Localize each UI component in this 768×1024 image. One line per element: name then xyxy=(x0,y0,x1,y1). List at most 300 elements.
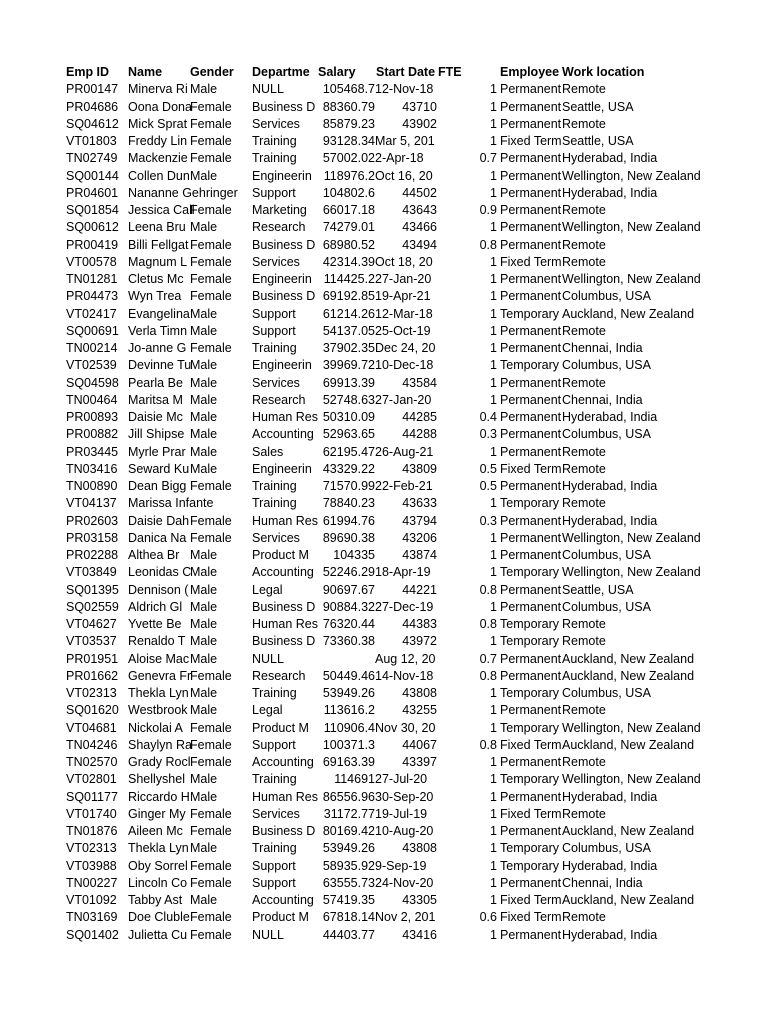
cell-fte[interactable]: 0.7 xyxy=(479,151,497,166)
cell-gender[interactable]: Female xyxy=(190,341,232,355)
cell-emp-id[interactable]: VT02801 xyxy=(66,772,117,787)
cell-start-date[interactable]: 10-Dec-18 xyxy=(375,358,434,373)
cell-fte[interactable]: 0.8 xyxy=(479,668,497,683)
cell-start-date[interactable]: 43206 xyxy=(402,530,437,545)
cell-start-date[interactable]: 43633 xyxy=(402,496,437,511)
cell-salary[interactable]: 78840.23 xyxy=(322,496,375,511)
cell-employee-type[interactable]: Permanent xyxy=(500,530,562,545)
cell-work-location[interactable]: Remote xyxy=(562,806,606,821)
cell-emp-id[interactable]: TN01281 xyxy=(66,272,118,286)
cell-gender[interactable]: Male xyxy=(190,789,218,804)
cell-fte[interactable]: 1 xyxy=(490,634,497,649)
cell-salary[interactable]: 114691 xyxy=(334,772,375,787)
cell-emp-id[interactable]: TN04246 xyxy=(66,737,118,752)
cell-fte[interactable]: 1 xyxy=(490,720,497,735)
header-start-date[interactable]: Start Date xyxy=(376,65,436,79)
cell-gender[interactable]: Male xyxy=(190,461,218,476)
cell-salary[interactable]: 53949.26 xyxy=(322,841,375,856)
cell-emp-id[interactable]: PR04473 xyxy=(66,289,119,304)
cell-gender[interactable]: Female xyxy=(190,806,232,821)
cell-fte[interactable]: 0.5 xyxy=(479,479,497,493)
cell-name[interactable]: Wyn Trea xyxy=(128,289,182,304)
cell-employee-type[interactable]: Fixed Term xyxy=(500,910,562,925)
cell-salary[interactable]: 114425.2 xyxy=(323,272,375,286)
cell-salary[interactable]: 93128.34 xyxy=(322,134,375,148)
cell-fte[interactable]: 1 xyxy=(490,927,497,942)
cell-employee-type[interactable]: Permanent xyxy=(500,272,562,286)
cell-work-location[interactable]: Hyderabad, India xyxy=(562,410,658,424)
cell-gender[interactable]: Female xyxy=(190,824,232,838)
cell-department[interactable]: Training xyxy=(252,686,297,700)
cell-name[interactable]: Minerva Ri xyxy=(128,82,188,97)
cell-fte[interactable]: 1 xyxy=(490,341,497,355)
cell-salary[interactable]: 105468.7 xyxy=(322,82,375,97)
cell-work-location[interactable]: Chennai, India xyxy=(562,341,643,355)
cell-fte[interactable]: 1 xyxy=(490,789,497,804)
cell-start-date[interactable]: 27-Jan-20 xyxy=(375,392,432,407)
cell-start-date[interactable]: Nov 30, 20 xyxy=(375,720,436,735)
cell-start-date[interactable]: 30-Sep-20 xyxy=(375,789,434,804)
cell-gender[interactable]: Male xyxy=(190,893,218,907)
cell-department[interactable]: NULL xyxy=(252,651,284,666)
cell-salary[interactable]: 67818.14 xyxy=(322,910,375,925)
cell-start-date[interactable]: 43397 xyxy=(402,755,437,769)
cell-department[interactable]: Support xyxy=(252,185,296,200)
cell-salary[interactable]: 53949.26 xyxy=(322,686,375,700)
cell-fte[interactable]: 1 xyxy=(490,168,497,183)
cell-employee-type[interactable]: Permanent xyxy=(500,203,562,217)
cell-work-location[interactable]: Auckland, New Zealand xyxy=(562,824,695,838)
cell-work-location[interactable]: Remote xyxy=(562,82,606,97)
cell-salary[interactable]: 85879.23 xyxy=(322,116,375,131)
cell-emp-id[interactable]: PR00893 xyxy=(66,410,119,424)
cell-employee-type[interactable]: Temporary xyxy=(500,496,560,511)
cell-employee-type[interactable]: Temporary xyxy=(500,772,560,787)
cell-employee-type[interactable]: Fixed Term xyxy=(500,737,562,752)
cell-fte[interactable]: 1 xyxy=(490,392,497,407)
cell-start-date[interactable]: 43584 xyxy=(402,375,437,390)
cell-salary[interactable]: 57419.35 xyxy=(322,893,375,907)
cell-department[interactable]: Training xyxy=(252,151,297,166)
cell-start-date[interactable]: 27-Dec-19 xyxy=(375,599,434,614)
cell-fte[interactable]: 1 xyxy=(490,375,497,390)
cell-start-date[interactable]: 44221 xyxy=(402,582,437,597)
cell-name[interactable]: Lincoln Co xyxy=(128,875,188,890)
cell-work-location[interactable]: Remote xyxy=(562,910,606,925)
cell-salary[interactable]: 57002.02 xyxy=(322,151,375,166)
cell-department[interactable]: Support xyxy=(252,858,296,873)
cell-employee-type[interactable]: Permanent xyxy=(500,220,562,235)
cell-salary[interactable]: 50449.46 xyxy=(322,668,375,683)
cell-name[interactable]: Shaylyn Ra xyxy=(128,737,192,752)
cell-emp-id[interactable]: PR04601 xyxy=(66,185,119,200)
cell-employee-type[interactable]: Permanent xyxy=(500,151,562,166)
cell-name[interactable]: Devinne Tu xyxy=(128,358,192,373)
cell-fte[interactable]: 1 xyxy=(490,772,497,787)
cell-gender[interactable]: Male xyxy=(190,634,218,649)
cell-employee-type[interactable]: Fixed Term xyxy=(500,254,562,269)
cell-gender[interactable]: Female xyxy=(190,737,232,752)
cell-salary[interactable]: 90697.67 xyxy=(322,582,375,597)
cell-employee-type[interactable]: Permanent xyxy=(500,479,562,493)
cell-name[interactable]: Jo-anne G xyxy=(128,341,187,355)
cell-name[interactable]: Daisie Mc xyxy=(128,410,183,424)
cell-start-date[interactable]: 43710 xyxy=(402,99,437,114)
cell-start-date[interactable]: 43466 xyxy=(402,220,437,235)
cell-work-location[interactable]: Wellington, New Zealand xyxy=(562,772,701,787)
cell-work-location[interactable]: Seattle, USA xyxy=(562,99,634,114)
cell-gender[interactable]: Female xyxy=(190,858,232,873)
cell-emp-id[interactable]: VT02313 xyxy=(66,841,117,856)
cell-name[interactable]: Nickolai A xyxy=(128,720,183,735)
cell-gender[interactable]: Male xyxy=(190,565,218,580)
cell-start-date[interactable]: 43874 xyxy=(402,548,437,562)
cell-start-date[interactable]: 18-Apr-19 xyxy=(375,565,431,580)
cell-work-location[interactable]: Remote xyxy=(562,461,606,476)
cell-salary[interactable]: 110906.4 xyxy=(323,720,375,735)
header-work-location[interactable]: Work location xyxy=(562,65,645,79)
cell-emp-id[interactable]: PR03158 xyxy=(66,530,119,545)
cell-department[interactable]: Training xyxy=(252,341,297,355)
cell-department[interactable]: Services xyxy=(252,254,300,269)
cell-department[interactable]: Product M xyxy=(252,910,309,925)
cell-emp-id[interactable]: SQ01620 xyxy=(66,703,119,718)
cell-gender[interactable]: Male xyxy=(190,220,218,235)
cell-salary[interactable]: 74279.01 xyxy=(322,220,375,235)
cell-employee-type[interactable]: Permanent xyxy=(500,651,562,666)
cell-name[interactable]: Leonidas C xyxy=(128,565,192,580)
cell-name[interactable]: Thekla Lyn xyxy=(128,841,189,856)
cell-name[interactable]: Collen Dun xyxy=(128,168,190,183)
cell-gender[interactable]: Male xyxy=(190,582,218,597)
header-name[interactable]: Name xyxy=(128,65,163,79)
cell-emp-id[interactable]: SQ01402 xyxy=(66,927,119,942)
cell-fte[interactable]: 1 xyxy=(490,893,497,907)
cell-gender[interactable]: Female xyxy=(190,530,232,545)
cell-gender[interactable]: Male xyxy=(190,444,218,459)
cell-start-date[interactable]: 44288 xyxy=(402,427,437,442)
cell-start-date[interactable]: 43794 xyxy=(402,513,437,528)
cell-work-location[interactable]: Chennai, India xyxy=(562,392,643,407)
cell-department[interactable]: Training xyxy=(252,134,297,148)
cell-fte[interactable]: 1 xyxy=(490,220,497,235)
cell-employee-type[interactable]: Temporary xyxy=(500,306,560,321)
cell-department[interactable]: Accounting xyxy=(252,755,314,769)
cell-work-location[interactable]: Remote xyxy=(562,254,606,269)
cell-employee-type[interactable]: Permanent xyxy=(500,513,562,528)
cell-employee-type[interactable]: Permanent xyxy=(500,237,562,252)
cell-name[interactable]: Renaldo T xyxy=(128,634,186,649)
header-salary[interactable]: Salary xyxy=(318,65,356,79)
cell-emp-id[interactable]: SQ01177 xyxy=(66,789,118,804)
cell-name[interactable]: Pearla Be xyxy=(128,375,183,390)
cell-salary[interactable]: 76320.44 xyxy=(322,617,375,631)
cell-fte[interactable]: 1 xyxy=(490,185,497,200)
cell-emp-id[interactable]: SQ00691 xyxy=(66,323,119,338)
cell-fte[interactable]: 0.3 xyxy=(479,427,497,442)
cell-salary[interactable]: 61994.76 xyxy=(322,513,375,528)
cell-fte[interactable]: 1 xyxy=(490,858,497,873)
cell-department[interactable]: Training xyxy=(252,772,297,787)
cell-employee-type[interactable]: Permanent xyxy=(500,927,562,942)
cell-emp-id[interactable]: SQ02559 xyxy=(66,599,119,614)
cell-salary[interactable]: 90884.32 xyxy=(322,599,375,614)
cell-employee-type[interactable]: Permanent xyxy=(500,375,562,390)
header-employee[interactable]: Employee xyxy=(500,65,560,79)
cell-salary[interactable]: 37902.35 xyxy=(322,341,375,355)
cell-fte[interactable]: 1 xyxy=(490,703,497,718)
cell-employee-type[interactable]: Temporary xyxy=(500,358,560,373)
cell-work-location[interactable]: Columbus, USA xyxy=(562,358,651,373)
cell-emp-id[interactable]: VT01740 xyxy=(66,806,117,821)
cell-salary[interactable]: 42314.39 xyxy=(322,254,375,269)
cell-start-date[interactable]: 43808 xyxy=(402,686,437,700)
cell-work-location[interactable]: Wellington, New Zealand xyxy=(562,530,701,545)
cell-work-location[interactable]: Auckland, New Zealand xyxy=(562,893,695,907)
cell-gender[interactable]: Male xyxy=(190,599,218,614)
cell-name[interactable]: Yvette Be xyxy=(128,617,182,631)
cell-department[interactable]: Engineerin xyxy=(252,358,312,373)
cell-employee-type[interactable]: Permanent xyxy=(500,323,562,338)
cell-start-date[interactable]: 44285 xyxy=(402,410,437,424)
cell-name[interactable]: Doe Cluble xyxy=(128,910,190,925)
cell-department[interactable]: Services xyxy=(252,116,300,131)
cell-employee-type[interactable]: Permanent xyxy=(500,99,562,114)
cell-gender[interactable]: Female xyxy=(190,289,232,304)
cell-gender[interactable]: Male xyxy=(190,82,218,97)
cell-start-date[interactable]: 27-Jul-20 xyxy=(375,772,428,787)
cell-start-date[interactable]: 44383 xyxy=(402,617,437,631)
cell-name[interactable]: Althea Br xyxy=(128,548,180,562)
cell-employee-type[interactable]: Permanent xyxy=(500,427,562,442)
cell-emp-id[interactable]: VT04681 xyxy=(66,720,117,735)
cell-fte[interactable]: 1 xyxy=(490,565,497,580)
cell-emp-id[interactable]: PR03445 xyxy=(66,444,119,459)
cell-department[interactable]: NULL xyxy=(252,82,284,97)
cell-emp-id[interactable]: SQ04612 xyxy=(66,116,119,131)
cell-emp-id[interactable]: SQ00144 xyxy=(66,168,119,183)
cell-department[interactable]: Training xyxy=(252,841,297,856)
cell-emp-id[interactable]: TN03169 xyxy=(66,910,118,925)
cell-emp-id[interactable]: PR00882 xyxy=(66,427,119,442)
cell-gender[interactable]: Male xyxy=(190,841,218,856)
cell-salary[interactable]: 104335 xyxy=(333,548,375,562)
cell-salary[interactable]: 50310.09 xyxy=(322,410,375,424)
cell-emp-id[interactable]: TN02570 xyxy=(66,755,118,769)
cell-fte[interactable]: 1 xyxy=(490,548,497,562)
cell-emp-id[interactable]: TN00214 xyxy=(66,341,118,355)
cell-salary[interactable]: 68980.52 xyxy=(322,237,375,252)
cell-emp-id[interactable]: PR00147 xyxy=(66,82,119,97)
cell-department[interactable]: Accounting xyxy=(252,427,314,442)
cell-department[interactable]: Research xyxy=(252,392,306,407)
cell-salary[interactable]: 118976.2 xyxy=(323,168,375,183)
cell-start-date[interactable]: 12-Mar-18 xyxy=(375,306,433,321)
cell-start-date[interactable]: 43305 xyxy=(402,893,437,907)
cell-name[interactable]: Dean Bigg xyxy=(128,479,187,493)
cell-salary[interactable]: 52963.65 xyxy=(322,427,375,442)
cell-salary[interactable]: 39969.72 xyxy=(322,358,375,373)
cell-name[interactable]: Mackenzie xyxy=(128,151,188,166)
cell-work-location[interactable]: Remote xyxy=(562,375,606,390)
cell-gender[interactable]: Female xyxy=(190,875,232,890)
cell-fte[interactable]: 1 xyxy=(490,806,497,821)
cell-department[interactable]: Accounting xyxy=(252,893,314,907)
cell-work-location[interactable]: Auckland, New Zealand xyxy=(562,668,695,683)
cell-name[interactable]: Danica Na xyxy=(128,530,187,545)
cell-gender[interactable]: Male xyxy=(190,427,218,442)
cell-gender[interactable]: Male xyxy=(190,168,218,183)
cell-start-date[interactable]: 44067 xyxy=(402,737,437,752)
cell-emp-id[interactable]: PR00419 xyxy=(66,237,119,252)
cell-employee-type[interactable]: Permanent xyxy=(500,168,562,183)
cell-department[interactable]: Legal xyxy=(252,703,283,718)
cell-emp-id[interactable]: VT02539 xyxy=(66,358,117,373)
cell-emp-id[interactable]: VT02313 xyxy=(66,686,117,700)
header-department[interactable]: Departme xyxy=(252,65,310,79)
cell-fte[interactable]: 0.7 xyxy=(479,651,497,666)
cell-emp-id[interactable]: TN00890 xyxy=(66,479,118,493)
cell-start-date[interactable]: 10-Aug-20 xyxy=(375,824,434,838)
cell-employee-type[interactable]: Fixed Term xyxy=(500,134,562,148)
cell-department[interactable]: Human Res xyxy=(252,789,318,804)
cell-start-date[interactable]: 43643 xyxy=(402,203,437,217)
cell-work-location[interactable]: Columbus, USA xyxy=(562,427,651,442)
cell-fte[interactable]: 1 xyxy=(490,306,497,321)
cell-employee-type[interactable]: Permanent xyxy=(500,582,562,597)
cell-fte[interactable]: 1 xyxy=(490,116,497,131)
cell-work-location[interactable]: Remote xyxy=(562,203,606,217)
cell-name[interactable]: Shellyshel xyxy=(128,772,185,787)
cell-gender[interactable]: Male xyxy=(190,392,218,407)
cell-work-location[interactable]: Columbus, USA xyxy=(562,599,651,614)
cell-employee-type[interactable]: Temporary xyxy=(500,720,560,735)
cell-employee-type[interactable]: Permanent xyxy=(500,599,562,614)
cell-fte[interactable]: 1 xyxy=(490,82,497,97)
cell-emp-id[interactable]: VT03849 xyxy=(66,565,117,580)
cell-start-date[interactable]: 43972 xyxy=(402,634,437,649)
cell-work-location[interactable]: Chennai, India xyxy=(562,875,643,890)
cell-fte[interactable]: 0.4 xyxy=(479,410,497,424)
cell-department[interactable]: Training xyxy=(252,496,297,511)
cell-name[interactable]: Dennison ( xyxy=(128,582,189,597)
cell-name[interactable]: Thekla Lyn xyxy=(128,686,189,700)
cell-emp-id[interactable]: VT03988 xyxy=(66,858,117,873)
cell-fte[interactable]: 1 xyxy=(490,323,497,338)
cell-employee-type[interactable]: Fixed Term xyxy=(500,461,562,476)
cell-start-date[interactable]: 43809 xyxy=(402,461,437,476)
cell-department[interactable]: Marketing xyxy=(252,203,307,217)
cell-department[interactable]: Product M xyxy=(252,720,309,735)
cell-department[interactable]: Business D xyxy=(252,99,316,114)
cell-name[interactable]: Aldrich Gl xyxy=(128,599,183,614)
cell-start-date[interactable]: 19-Apr-21 xyxy=(375,289,431,304)
cell-fte[interactable]: 0.9 xyxy=(479,203,497,217)
cell-gender[interactable]: Male xyxy=(190,772,218,787)
cell-start-date[interactable]: 24-Nov-20 xyxy=(375,875,434,890)
cell-department[interactable]: Business D xyxy=(252,599,316,614)
cell-salary[interactable]: 69163.39 xyxy=(322,755,375,769)
cell-gender[interactable]: Female xyxy=(190,99,232,114)
cell-department[interactable]: Services xyxy=(252,806,300,821)
cell-department[interactable]: Engineerin xyxy=(252,168,312,183)
cell-name[interactable]: Cletus Mc xyxy=(128,272,184,286)
cell-emp-id[interactable]: TN02749 xyxy=(66,151,118,166)
cell-name[interactable]: Seward Ku xyxy=(128,461,190,476)
cell-name[interactable]: Marissa Infante xyxy=(128,496,214,511)
cell-work-location[interactable]: Hyderabad, India xyxy=(562,151,658,166)
cell-salary[interactable]: 69192.85 xyxy=(322,289,375,304)
cell-emp-id[interactable]: VT02417 xyxy=(66,306,117,321)
cell-work-location[interactable]: Wellington, New Zealand xyxy=(562,720,701,735)
cell-salary[interactable]: 100371.3 xyxy=(322,737,375,752)
cell-emp-id[interactable]: VT00578 xyxy=(66,254,117,269)
cell-department[interactable]: Engineerin xyxy=(252,461,312,476)
cell-emp-id[interactable]: PR02288 xyxy=(66,548,119,562)
cell-department[interactable]: Research xyxy=(252,668,306,683)
cell-name[interactable]: Julietta Cu xyxy=(128,927,188,942)
cell-work-location[interactable]: Remote xyxy=(562,444,606,459)
cell-salary[interactable]: 52246.29 xyxy=(322,565,375,580)
cell-salary[interactable]: 86556.96 xyxy=(322,789,375,804)
cell-name[interactable]: Aloise Mac xyxy=(128,651,190,666)
cell-name[interactable]: Oby Sorrel xyxy=(128,858,188,873)
cell-salary[interactable]: 52748.63 xyxy=(322,392,375,407)
cell-employee-type[interactable]: Temporary xyxy=(500,634,560,649)
cell-employee-type[interactable]: Permanent xyxy=(500,341,562,355)
cell-employee-type[interactable]: Temporary xyxy=(500,686,560,700)
cell-work-location[interactable]: Remote xyxy=(562,703,606,718)
cell-start-date[interactable]: 14-Nov-18 xyxy=(375,668,434,683)
cell-employee-type[interactable]: Permanent xyxy=(500,82,562,97)
cell-fte[interactable]: 0.6 xyxy=(479,910,497,925)
cell-department[interactable]: Product M xyxy=(252,548,309,562)
cell-salary[interactable]: 80169.42 xyxy=(322,824,375,838)
cell-name[interactable]: Evangelina xyxy=(128,306,190,321)
cell-department[interactable]: Business D xyxy=(252,634,316,649)
cell-salary[interactable]: 43329.22 xyxy=(322,461,375,476)
cell-emp-id[interactable]: PR04686 xyxy=(66,99,119,114)
cell-fte[interactable]: 0.3 xyxy=(479,513,497,528)
cell-work-location[interactable]: Hyderabad, India xyxy=(562,513,658,528)
cell-employee-type[interactable]: Permanent xyxy=(500,824,562,838)
cell-start-date[interactable]: Dec 24, 20 xyxy=(375,341,436,355)
cell-work-location[interactable]: Remote xyxy=(562,237,606,252)
cell-emp-id[interactable]: VT04627 xyxy=(66,617,117,631)
cell-start-date[interactable]: 27-Jan-20 xyxy=(375,272,432,286)
cell-gender[interactable]: Female xyxy=(190,720,232,735)
cell-fte[interactable]: 1 xyxy=(490,824,497,838)
cell-employee-type[interactable]: Permanent xyxy=(500,755,562,769)
header-gender[interactable]: Gender xyxy=(190,65,234,79)
cell-gender[interactable]: Male xyxy=(190,323,218,338)
cell-work-location[interactable]: Hyderabad, India xyxy=(562,858,658,873)
cell-start-date[interactable]: 44502 xyxy=(402,185,437,200)
cell-salary[interactable]: 44403.77 xyxy=(322,927,375,942)
cell-gender[interactable]: Female xyxy=(190,910,232,925)
cell-employee-type[interactable]: Temporary xyxy=(500,858,560,873)
cell-emp-id[interactable]: TN00227 xyxy=(66,875,118,890)
cell-salary[interactable]: 89690.38 xyxy=(322,530,375,545)
cell-department[interactable]: Sales xyxy=(252,444,284,459)
cell-emp-id[interactable]: VT01803 xyxy=(66,134,117,148)
cell-department[interactable]: Human Res xyxy=(252,410,318,424)
cell-name[interactable]: Ginger My xyxy=(128,806,186,821)
cell-fte[interactable]: 1 xyxy=(490,289,497,304)
cell-name[interactable]: Myrle Prar xyxy=(128,444,186,459)
cell-department[interactable]: Services xyxy=(252,530,300,545)
cell-salary[interactable]: 62195.47 xyxy=(322,444,375,459)
